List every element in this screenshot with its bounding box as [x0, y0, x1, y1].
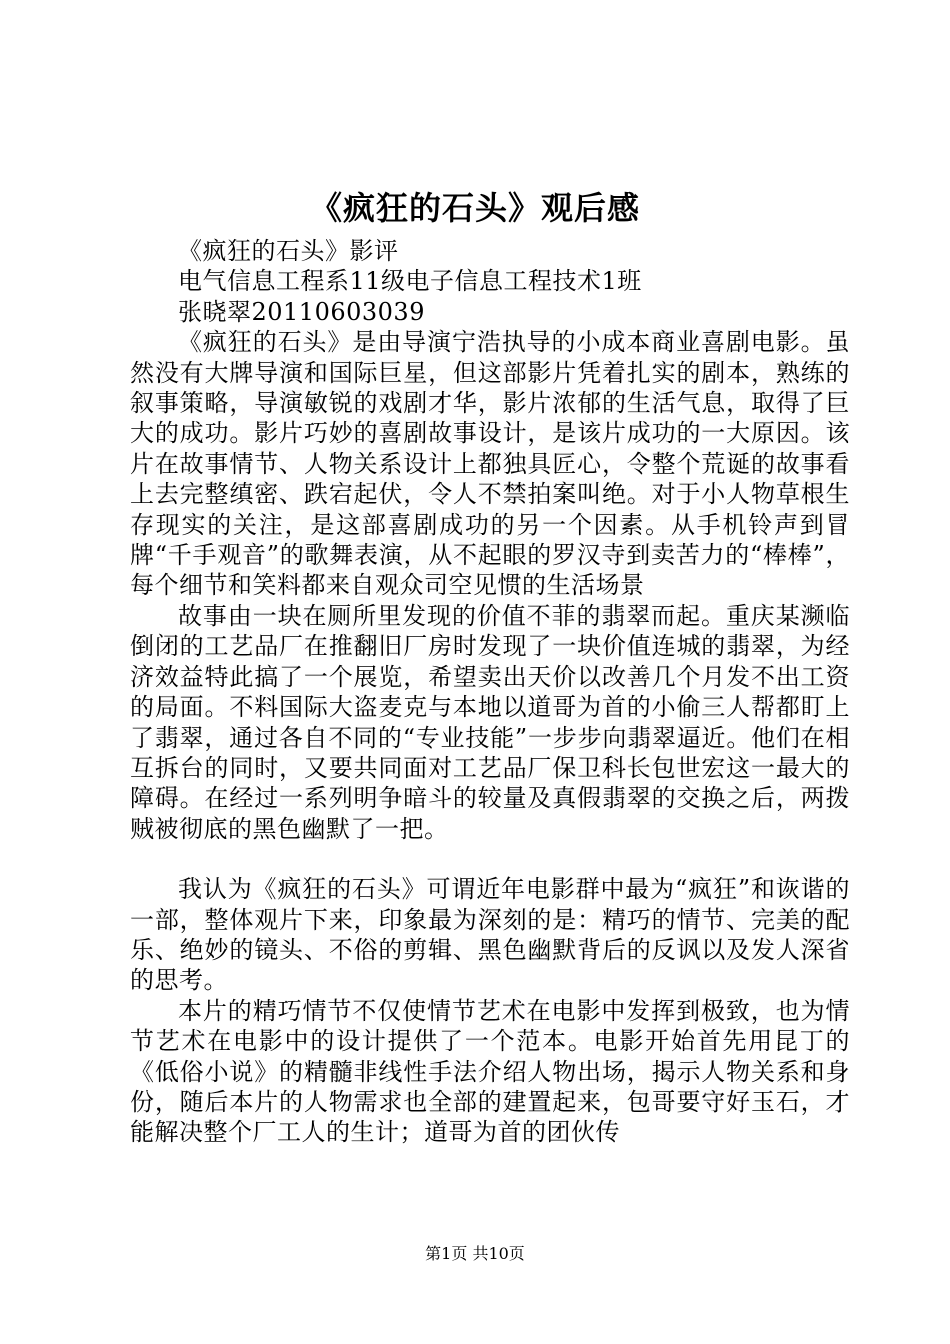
paragraph-story: 故事由一块在厕所里发现的价值不菲的翡翠而起。重庆某濒临倒闭的工艺品厂在推翻旧厂房时发现了一块价值连城的翡翠，为经济效益特此搞了一个展览，希望卖出天价以改善几个月发不出工资的局面。不料国际大盗麦克与本地以道哥为首的小偷三人帮都盯上了翡翠，通过各自不同的“专业技能”一步步向翡翠逼近。他们在相互拆台的同时，又要共同面对工艺品厂保卫科长包世宏这一最大的障碍。在经过一系列明争暗斗的较量及真假翡翠的交换之后，两拨贼被彻底的黑色幽默了一把。: [130, 601, 850, 843]
page-number: 第1页 共10页: [425, 1244, 525, 1263]
document-body: [130, 236, 850, 1148]
author-line: 张晓翠20110603039: [178, 297, 425, 326]
paragraph-plot: 本片的精巧情节不仅使情节艺术在电影中发挥到极致，也为情节艺术在电影中的设计提供了一个范本。电影开始首先用昆丁的《低俗小说》的精髓非线性手法介绍人物出场，揭示人物关系和身份，随后本片的人物需求也全部的建置起来，包哥要守好玉石，才能解决整个厂工人的生计；道哥为首的团伙传: [130, 996, 850, 1147]
document-title: 《疯狂的石头》观后感: [309, 189, 640, 227]
paragraph-opinion: 我认为《疯狂的石头》可谓近年电影群中最为“疯狂”和诙谐的一部，整体观片下来，印象最为深刻的是：精巧的情节、完美的配乐、绝妙的镜头、不俗的剪辑、黑色幽默背后的反讽以及发人深省的思考。: [130, 875, 850, 995]
paragraph-intro: 《疯狂的石头》是由导演宁浩执导的小成本商业喜剧电影。虽然没有大牌导演和国际巨星，但这部影片凭着扎实的剧本，熟练的叙事策略，导演敏锐的戏剧才华，影片浓郁的生活气息，取得了巨大的成功。影片巧妙的喜剧故事设计，是该片成功的一大原因。该片在故事情节、人物关系设计上都独具匠心，令整个荒诞的故事看上去完整缜密、跌宕起伏，令人不禁拍案叫绝。对于小人物草根生存现实的关注，是这部喜剧成功的另一个因素。从手机铃声到冒牌“千手观音”的歌舞表演，从不起眼的罗汉寺到卖苦力的“棒棒”，每个细节和笑料都来自观众司空见惯的生活场景: [130, 328, 850, 600]
subtitle-line: 《疯狂的石头》影评: [178, 237, 399, 265]
class-line: 电气信息工程系11级电子信息工程技术1班: [178, 267, 642, 296]
